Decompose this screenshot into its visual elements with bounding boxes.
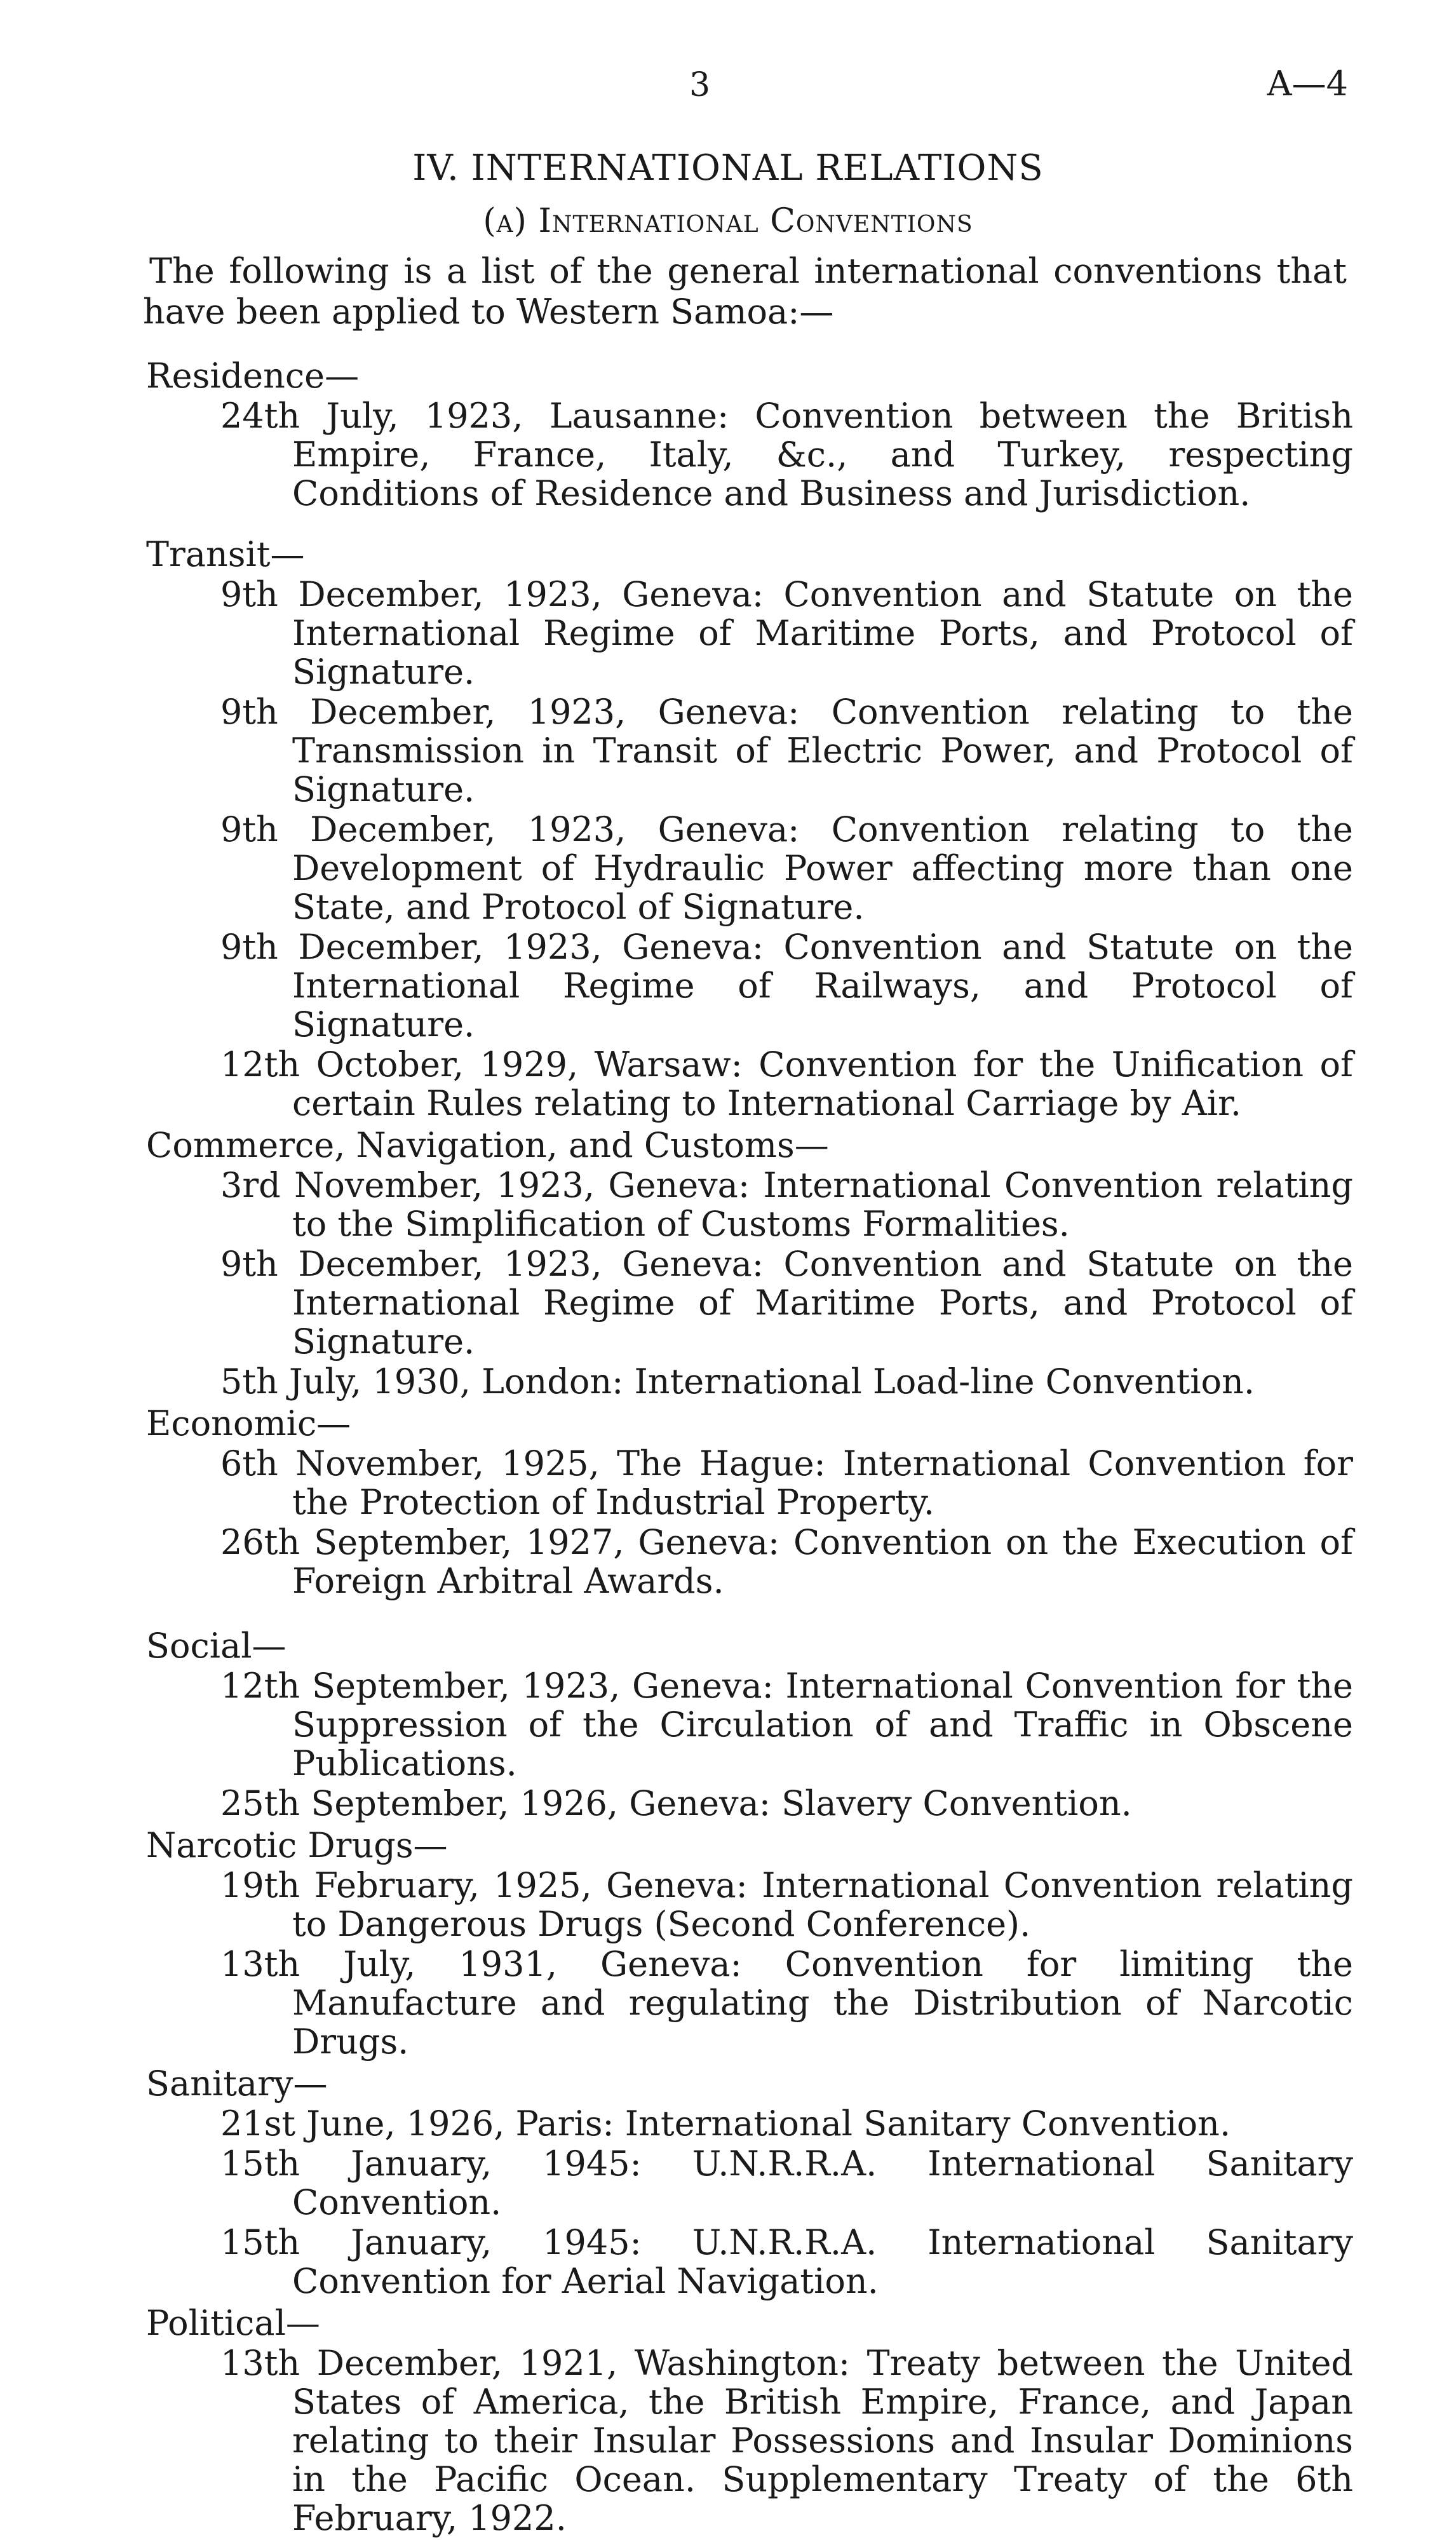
- category-narcotic-drugs: [146, 1825, 1353, 2061]
- category-title: Economic—: [146, 1403, 351, 1443]
- page-number: 3: [689, 66, 711, 104]
- category-title: Social—: [146, 1626, 286, 1666]
- convention-entry: 21st June, 1926, Paris: International Sanitary Convention.: [220, 2104, 1231, 2144]
- category-title: Sanitary—: [146, 2064, 328, 2104]
- convention-entry: 9th December, 1923, Geneva: Convention relating to the Development of Hydraulic Power affecting more than one State, and Protocol of Signature.: [220, 809, 1353, 927]
- subsection-title: (a) International Conventions: [483, 202, 973, 240]
- convention-entry: 9th December, 1923, Geneva: Convention and Statute on the International Regime of Railways, and Protocol of Signature.: [220, 927, 1353, 1044]
- category-economic: [146, 1403, 1353, 1600]
- convention-entry: 25th September, 1926, Geneva: Slavery Convention.: [220, 1783, 1132, 1823]
- convention-entry: 15th January, 1945: U.N.R.R.A. International Sanitary Convention for Aerial Navigation.: [220, 2222, 1353, 2301]
- convention-entry: 12th September, 1923, Geneva: International Convention for the Suppression of the Circulation of and Traffic in Obscene Publications.: [220, 1666, 1353, 1783]
- convention-entry: 15th January, 1945: U.N.R.R.A. International Sanitary Convention.: [220, 2144, 1353, 2222]
- convention-entry: 24th July, 1923, Lausanne: Convention between the British Empire, France, Italy, &c., and Turkey, respecting Conditions of Residence and Business and Jurisdiction.: [220, 396, 1353, 513]
- category-title: Commerce, Navigation, and Customs—: [146, 1125, 829, 1165]
- category-political: [146, 2303, 1353, 2537]
- convention-entry: 9th December, 1923, Geneva: Convention relating to the Transmission in Transit of Electric Power, and Protocol of Signature.: [220, 692, 1353, 809]
- spacer: [146, 1603, 1353, 1626]
- category-commerce: [146, 1125, 1353, 1401]
- convention-entry: 12th October, 1929, Warsaw: Convention for the Unification of certain Rules relating to International Carriage by Air.: [220, 1044, 1353, 1123]
- convention-list: [146, 356, 1353, 2540]
- convention-entry: 9th December, 1923, Geneva: Convention and Statute on the International Regime of Maritime Ports, and Protocol of Signature.: [220, 1244, 1353, 1361]
- convention-entry: 13th December, 1921, Washington: Treaty between the United States of America, the British Empire, France, and Japan relating to their Insular Possessions and Insular Dominions in the Pacific Ocean. Supplementary Treaty of the 6th February, 1922.: [220, 2343, 1353, 2538]
- convention-entry: 13th July, 1931, Geneva: Convention for limiting the Manufacture and regulating the Distribution of Narcotic Drugs.: [220, 1944, 1353, 2062]
- category-title: Residence—: [146, 356, 360, 396]
- convention-entry: 26th September, 1927, Geneva: Convention on the Execution of Foreign Arbitral Awards.: [220, 1522, 1353, 1601]
- convention-entry: 3rd November, 1923, Geneva: International Convention relating to the Simplification of Customs Formalities.: [220, 1165, 1353, 1244]
- intro-paragraph: The following is a list of the general international conventions that have been applied to Western Samoa:—: [143, 251, 1347, 332]
- spacer: [146, 515, 1353, 534]
- category-social: [146, 1626, 1353, 1823]
- category-title: Narcotic Drugs—: [146, 1825, 448, 1865]
- category-residence: [146, 356, 1353, 513]
- category-sanitary: [146, 2064, 1353, 2300]
- convention-entry: 5th July, 1930, London: International Load-line Convention.: [220, 1361, 1255, 1402]
- convention-entry: 6th November, 1925, The Hague: International Convention for the Protection of Industrial Property.: [220, 1443, 1353, 1522]
- convention-entry: 9th December, 1923, Geneva: Convention and Statute on the International Regime of Maritime Ports, and Protocol of Signature.: [220, 574, 1353, 692]
- convention-entry: 19th February, 1925, Geneva: International Convention relating to Dangerous Drugs (Second Conference).: [220, 1865, 1353, 1944]
- document-reference: A—4: [1267, 64, 1348, 104]
- section-title: IV. INTERNATIONAL RELATIONS: [412, 147, 1044, 189]
- category-title: Political—: [146, 2303, 320, 2343]
- category-title: Transit—: [146, 534, 305, 574]
- category-transit: [146, 534, 1353, 1123]
